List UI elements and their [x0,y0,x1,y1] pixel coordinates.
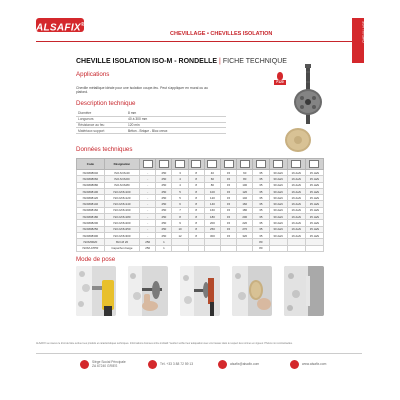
phone-icon [148,360,157,369]
technical-cell: 100 [204,188,220,194]
technical-cell: 60 [237,170,253,176]
technical-cell: ISO-M 8x180 [104,214,139,220]
technical-column-header [305,159,323,170]
technical-cell: 15 daN [305,182,323,188]
technical-cell: 200 [237,214,253,220]
technical-cell: 140 [237,195,253,201]
technical-cell: ISO-M 8x120 [104,195,139,201]
technical-cell: 35 [253,214,269,220]
technical-cell: 160 [237,201,253,207]
technical-column-header [140,159,156,170]
technical-cell: 30 daN [269,226,287,232]
technical-cell: 16 daN [287,170,305,176]
technical-cell: 16 daN [287,188,305,194]
technical-cell: 15 [220,220,236,226]
technical-cell: 8 [188,188,204,194]
technical-cell: 4 [172,176,188,182]
dimension-icon [291,160,301,168]
technical-cell: 35 [253,201,269,207]
address-line-1: Siège Social Principale [92,360,126,364]
dimension-icon [207,160,217,168]
technical-cell: ISO-M 8x300 [104,232,139,238]
dimension-icon [256,160,266,168]
technical-cell: 35 [253,195,269,201]
technical-cell: 120 [237,188,253,194]
technical-cell: 8 [188,182,204,188]
technical-cell: ISO-M 8x80 [104,182,139,188]
technical-cell: 15 [220,188,236,194]
address-line-2: ZA 67240 GRIES [92,364,118,369]
technical-cell: 30 daN [269,201,287,207]
technical-cell [204,245,220,251]
footer-phone[interactable]: Tél. +33 3 88 72 59 13 [160,362,194,366]
technical-cell: 15 daN [305,195,323,201]
technical-cell: 15 [220,232,236,238]
description-value: 120 min [126,122,226,128]
description-value: 8 mm [126,111,226,116]
dimension-icon [240,160,250,168]
technical-cell: 35 [253,182,269,188]
technical-cell: ISOM08080 [77,182,105,188]
technical-cell: 8 [188,195,204,201]
technical-cell: ISO-M 8x100 [104,188,139,194]
dimension-icon [159,160,169,168]
technical-cell: 320 [237,232,253,238]
dimension-icon [309,160,319,168]
technical-cell: 250 [140,239,156,245]
technical-cell [188,245,204,251]
email-icon [218,360,227,369]
description-table [76,111,226,134]
technical-cell: 16 daN [287,232,305,238]
technical-cell: 300 [204,232,220,238]
technical-cell: 250 [156,170,172,176]
technical-cell: 8 [188,176,204,182]
technical-cell: - [140,188,156,194]
technical-cell [172,245,188,251]
technical-cell: 15 daN [305,207,323,213]
location-icon [80,360,89,369]
technical-cell: - [140,176,156,182]
technical-cell: 16 daN [287,182,305,188]
technical-column-header [220,159,236,170]
technical-cell: 15 [220,182,236,188]
page-title: CHEVILLE ISOLATION ISO-M - RONDELLE | FICHE TECHNIQUE [76,58,287,65]
technical-cell: 8 [188,207,204,213]
dimension-icon [273,160,283,168]
technical-cell: 30 daN [269,232,287,238]
technical-cell: 80 [253,239,269,245]
footer-email[interactable]: alsafix@alsafix.com [230,362,260,366]
pose-step-drilling [76,266,116,316]
technical-cell: 250 [156,207,172,213]
technical-cell: 35 [253,226,269,232]
technical-cell: 8 [188,201,204,207]
technical-row [77,245,324,251]
dimension-icon [224,160,234,168]
technical-cell: 15 daN [305,188,323,194]
technical-cell: 16 daN [287,195,305,201]
technical-cell: 270 [237,226,253,232]
fire-resistance-badge: F120 [274,72,286,88]
description-heading: Description technique [76,100,136,107]
technical-cell: 35 [253,232,269,238]
technical-cell: 250 [140,245,156,251]
technical-cell: 15 [220,214,236,220]
technical-cell: 16 daN [287,207,305,213]
technical-cell: 40 [204,170,220,176]
technical-cell: 15 daN [305,176,323,182]
technical-cell: 3 [172,170,188,176]
web-icon [290,360,299,369]
technical-cell: ISO-M 8x200 [104,220,139,226]
description-label: Diamètre [76,111,126,116]
technical-cell: 250 [156,176,172,182]
description-row [76,128,226,134]
technical-cell: 100 [237,182,253,188]
technical-cell: 30 daN [269,176,287,182]
technical-column-header [237,159,253,170]
technical-cell: - [140,220,156,226]
technical-column-header [253,159,269,170]
technical-cell: 8 [188,220,204,226]
description-label: Matériaux support [76,128,126,134]
technical-cell: 16 daN [287,201,305,207]
technical-cell: 15 [220,195,236,201]
technical-cell: 16 daN [287,226,305,232]
technical-cell: 4 [172,182,188,188]
technical-body [77,170,324,252]
technical-heading: Données techniques [76,146,133,153]
technical-cell: 250 [156,220,172,226]
dimension-icon [175,160,185,168]
product-image [268,62,348,162]
technical-column-header [156,159,172,170]
footer-address [92,360,126,369]
header-divider [36,41,352,42]
technical-cell: 1 [156,245,172,251]
technical-cell: 9 [172,220,188,226]
technical-cell: ISO-M 8x60 [104,176,139,182]
technical-table [76,158,324,252]
technical-cell: 5 [172,195,188,201]
technical-cell: ISOM08250 [77,226,105,232]
technical-column-header [172,159,188,170]
technical-cell [269,245,287,251]
pose-step-insert [128,266,168,316]
description-label: Longueurs [76,116,126,122]
technical-cell: ISOM08180 [77,214,105,220]
technical-cell: ISOM08200 [77,220,105,226]
technical-cell: 180 [237,207,253,213]
technical-cell: 8 [188,226,204,232]
technical-cell: 7 [172,207,188,213]
technical-cell: 30 daN [269,182,287,188]
technical-cell: 15 daN [305,214,323,220]
technical-cell: 15 [220,201,236,207]
technical-cell: ISOM08120 [77,195,105,201]
technical-cell: ISO-M 8x160 [104,207,139,213]
technical-cell: 15 daN [305,170,323,176]
technical-cell: 8 [188,232,204,238]
technical-column-header [188,159,204,170]
technical-cell: ISOM0020 [77,239,105,245]
technical-cell: 250 [156,214,172,220]
technical-cell: 15 [220,176,236,182]
description-value: 40 à 300 mm [126,116,226,122]
dimension-icon [143,160,153,168]
technical-cell [305,245,323,251]
technical-cell: 30 daN [269,207,287,213]
technical-cell: 35 [253,188,269,194]
technical-cell: 15 daN [305,232,323,238]
alsafix-logo: ALSAFIX® [36,18,84,32]
technical-cell: ISOM08040 [77,170,105,176]
technical-cell: 35 [253,220,269,226]
technical-cell: 250 [156,226,172,232]
technical-cell: 250 [204,226,220,232]
technical-cell: 30 daN [269,195,287,201]
technical-cell: - [140,182,156,188]
technical-cell: 200 [204,220,220,226]
technical-column-header [204,159,220,170]
technical-cell: 250 [156,232,172,238]
technical-cell: ISO-M 8x250 [104,226,139,232]
dimension-icon [191,160,201,168]
pose-step-finished [284,266,324,316]
technical-cell: 10 [172,226,188,232]
technical-cell: ISOM-ATPR [77,245,105,251]
technical-cell: ISOM08300 [77,232,105,238]
technical-cell [237,245,253,251]
technical-cell: 5 [172,188,188,194]
technical-cell: 8 [188,170,204,176]
technical-column-header [269,159,287,170]
technical-cell: ISO-M 8x140 [104,201,139,207]
technical-cell: 12 [172,232,188,238]
technical-column-header: Code [77,159,105,170]
pose-step-hammer [180,266,220,316]
technical-cell: 35 [253,176,269,182]
technical-cell: 15 [220,226,236,232]
technical-cell: 30 daN [269,220,287,226]
description-label: Résistance au feu [76,122,126,128]
technical-cell: 250 [156,201,172,207]
technical-cell: 15 [220,170,236,176]
technical-cell: ISOM08060 [77,176,105,182]
technical-cell: ISO-M 8x40 [104,170,139,176]
technical-cell: - [140,170,156,176]
technical-cell: ISO-M 20 [104,239,139,245]
technical-cell: 30 daN [269,170,287,176]
technical-cell: 16 daN [287,220,305,226]
technical-cell: 15 daN [305,201,323,207]
technical-cell: 35 [253,207,269,213]
technical-cell: 180 [204,214,220,220]
technical-cell: 15 daN [305,226,323,232]
technical-cell: 8 [188,214,204,220]
technical-cell: 6 [172,201,188,207]
technical-cell: - [140,195,156,201]
technical-cell: 1 [156,239,172,245]
technical-cell: 80 [204,182,220,188]
technical-cell: ISOM08140 [77,201,105,207]
technical-cell: Capuchon beige [104,245,139,251]
flame-icon [277,72,283,80]
legal-note: ALSAFIX se réserve le droit de faire évoluer ses produits et caractéristiques techniques. Informations données à titre indicatif. Veuillez vérifier leur adéquation avec vos travaux dans le respect des normes en vigueur. Photos non contractuelles. [36,342,293,345]
side-tab: CHEVILLAGE [352,18,364,63]
technical-cell: - [140,214,156,220]
technical-cell: - [140,201,156,207]
technical-cell: 30 daN [269,214,287,220]
technical-header-row [77,159,324,170]
technical-cell: - [140,226,156,232]
technical-cell: 250 [156,188,172,194]
technical-cell: 16 daN [287,214,305,220]
pose-heading: Mode de pose [76,256,116,263]
technical-cell: 60 [204,176,220,182]
technical-cell: 250 [156,195,172,201]
applications-heading: Applications [76,71,110,78]
technical-cell: 80 [237,176,253,182]
technical-cell: - [140,232,156,238]
footer-divider [36,353,362,354]
header-category: CHEVILLAGE • CHEVILLES ISOLATION [170,31,273,37]
technical-cell: 160 [204,207,220,213]
technical-cell: 250 [156,182,172,188]
footer-website[interactable]: www.alsafix.com [302,362,327,366]
pose-step-cap [232,266,272,316]
technical-cell: 15 daN [305,220,323,226]
technical-cell: 120 [204,195,220,201]
technical-cell: 16 daN [287,176,305,182]
technical-cell: - [140,207,156,213]
technical-cell: ISOM08160 [77,207,105,213]
technical-cell: 8 [172,214,188,220]
applications-text: Cheville métallique idéale pour une isolation coupe-feu. Peut s'appliquer en mural ou au plafond. [76,86,208,95]
technical-cell: ISOM08100 [77,188,105,194]
technical-cell [220,245,236,251]
technical-column-header: Désignation [104,159,139,170]
description-value: Béton - Brique - Bloc creux [126,128,226,134]
technical-cell: 35 [253,170,269,176]
technical-cell [287,245,305,251]
technical-cell: 80 [253,245,269,251]
technical-cell: 15 [220,207,236,213]
technical-column-header [287,159,305,170]
technical-cell: 140 [204,201,220,207]
technical-cell: 30 daN [269,188,287,194]
technical-cell: 220 [237,220,253,226]
